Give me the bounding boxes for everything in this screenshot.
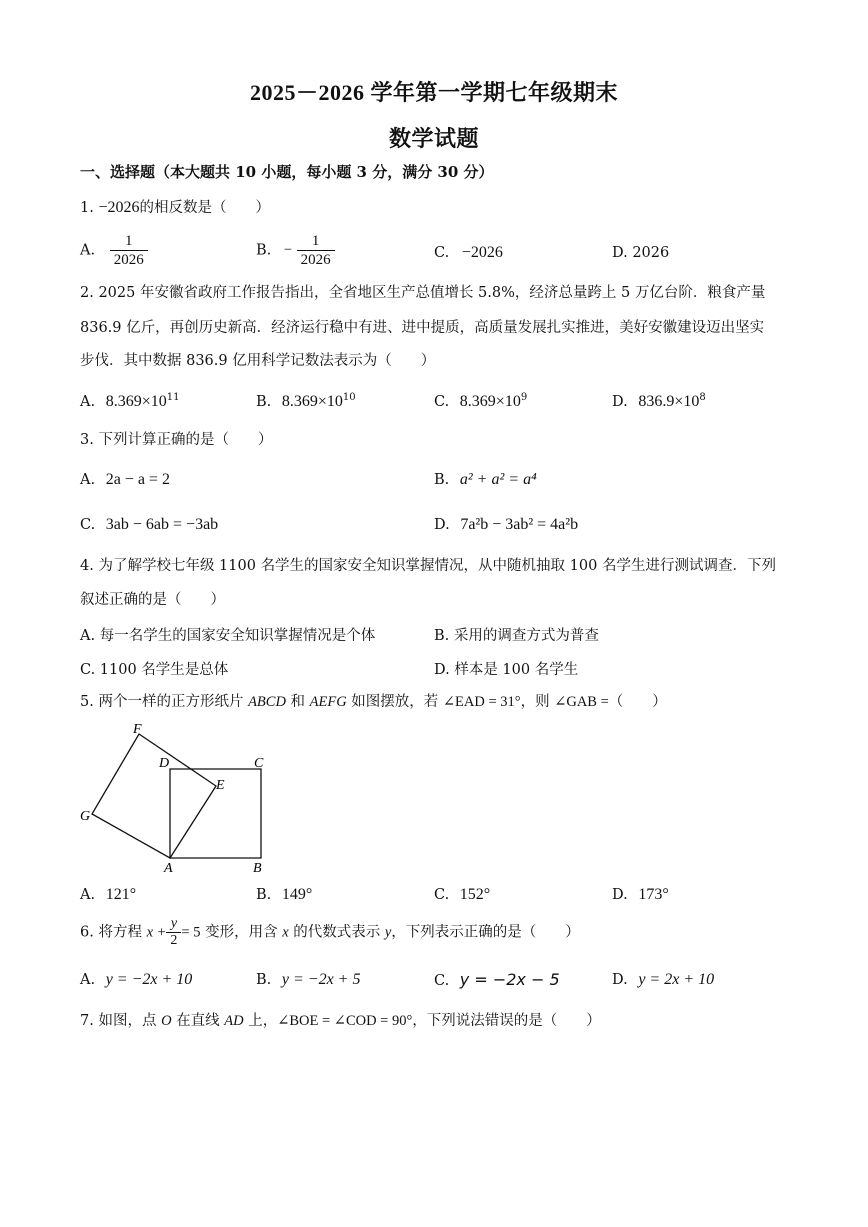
option-label: B. (434, 472, 450, 488)
option-label: C. (434, 973, 450, 989)
angle-gab: ∠GAB = (554, 694, 609, 710)
question-5-stem: 5. 两个一样的正方形纸片 ABCD 和 AEFG 如图摆放，若 ∠EAD = 31°，则 ∠GAB =（ ） (80, 694, 667, 710)
q6-option-d[interactable] (612, 971, 714, 989)
point-e-label: E (216, 778, 225, 793)
option-text: 2a − a = 2 (105, 471, 170, 488)
option-text: 8.369×10 (459, 392, 521, 410)
option-label: D. (434, 517, 450, 533)
option-label: C. (434, 245, 450, 261)
equation-lhs: x + (146, 924, 167, 941)
question-7-stem: 7. 如图，点 O 在直线 AD 上，∠BOE = ∠COD = 90°，下列说法错误的是（ ） (80, 1013, 601, 1029)
point-a-label: A (164, 861, 173, 876)
point-d-label: D (159, 756, 170, 771)
option-label: D. (612, 972, 628, 988)
point-o: O (161, 1013, 172, 1029)
section-heading: 一、选择题（本大题共 10 小题，每小题 3 分，满分 30 分） (80, 163, 494, 181)
option-label: A. (80, 393, 96, 410)
fraction: $\frac{1}{2026}$ (110, 232, 148, 269)
line-ad: AD (224, 1013, 244, 1029)
q4-option-d[interactable]: D. 样本是 100 名学生 (434, 662, 579, 678)
question-2-line-1: 2. 2025 年安徽省政府工作报告指出，全省地区生产总值增长 5.8%，经济总量跨上 5 万亿台阶．粮食产量 (80, 285, 766, 301)
q5-option-d[interactable] (612, 886, 669, 904)
q1-option-a[interactable] (80, 232, 148, 269)
option-text: y = −2x − 5 (459, 970, 560, 989)
point-g-label: G (80, 809, 91, 824)
option-label: B. (256, 887, 272, 903)
exponent: 11 (166, 392, 180, 403)
square-aefg-shape (92, 734, 216, 858)
q3-option-d[interactable] (434, 516, 578, 534)
fraction: $\frac{1}{2026}$ (297, 232, 335, 269)
option-text: 152° (459, 886, 491, 903)
question-4-line-2: 叙述正确的是（ ） (80, 592, 225, 608)
q2-option-b[interactable] (256, 392, 356, 411)
square-aefg: AEFG (309, 694, 347, 710)
q3-option-b[interactable] (434, 471, 537, 489)
option-label: D. (612, 393, 628, 410)
point-b-label: B (253, 861, 262, 876)
option-text: 2026 (632, 245, 670, 261)
q5-diagram (74, 718, 274, 878)
exponent: 10 (342, 392, 356, 403)
question-6-stem: 6. 将方程 x + $\frac{y}{2}$ = 5 变形，用含 x 的代数式表示 y，下列表示正确的是（ ） (80, 916, 580, 948)
option-text: 3ab − 6ab = −3ab (105, 516, 219, 533)
point-c-label: C (254, 756, 264, 771)
exponent: 8 (699, 392, 706, 403)
q2-option-a[interactable] (80, 392, 179, 411)
q1-option-d[interactable] (612, 245, 669, 261)
square-abcd: ABCD (248, 694, 286, 710)
option-text: y = −2x + 10 (105, 971, 193, 988)
question-2-line-2: 836.9 亿斤，再创历史新高．经济运行稳中有进、进中提质，高质量发展扎实推进，美好安徽建设迈出坚实 (80, 320, 765, 336)
point-f-label: F (133, 722, 142, 737)
equation-rhs: = 5 (181, 924, 201, 941)
q2-option-c[interactable] (434, 392, 527, 411)
q1-expression: −2026 (98, 199, 140, 216)
option-label: D. (612, 245, 628, 261)
q6-option-b[interactable] (256, 971, 360, 989)
q1-stem-text: 的相反数是（ ） (139, 200, 270, 216)
option-text: 149° (281, 886, 313, 903)
q1-option-c[interactable] (434, 244, 503, 262)
option-text: 173° (638, 886, 669, 903)
q5-option-c[interactable] (434, 886, 490, 904)
option-label: B. (256, 972, 272, 988)
exam-title: 2025－2026 学年第一学期七年级期末 (249, 80, 618, 105)
option-label: C. (434, 393, 450, 410)
option-label: A. (80, 242, 96, 259)
option-label: B. (256, 393, 272, 410)
q6-option-a[interactable] (80, 971, 192, 989)
option-label: B. (256, 242, 272, 259)
question-2-line-3: 步伐．其中数据 836.9 亿用科学记数法表示为（ ） (80, 353, 436, 369)
q3-option-c[interactable] (80, 516, 218, 534)
q4-option-b[interactable]: B. 采用的调查方式为普查 (434, 628, 599, 644)
q5-option-b[interactable] (256, 886, 312, 904)
var-x: x (282, 924, 289, 941)
angle-expression: ∠BOE = ∠COD = 90° (277, 1013, 413, 1029)
q5-option-a[interactable] (80, 886, 136, 904)
option-label: C. (434, 887, 450, 903)
question-1-stem (80, 198, 270, 218)
q2-option-d[interactable] (612, 392, 706, 411)
option-label: C. (80, 517, 96, 533)
q1-option-b[interactable] (256, 232, 335, 269)
option-text: 8.369×10 (105, 392, 167, 410)
option-text: 836.9×10 (638, 392, 700, 410)
q6-option-c[interactable] (434, 970, 560, 989)
option-text: −2026 (461, 244, 503, 261)
q3-option-a[interactable] (80, 471, 170, 489)
option-text: a² + a² = a⁴ (459, 471, 537, 488)
minus-sign: − (283, 242, 293, 258)
option-label: A. (80, 972, 96, 988)
option-label: A. (80, 887, 96, 903)
fraction: $\frac{y}{2}$ (166, 916, 181, 949)
exponent: 9 (520, 392, 528, 403)
option-text: 8.369×10 (281, 392, 343, 410)
option-text: 121° (105, 886, 137, 903)
q4-option-a[interactable]: A. 每一名学生的国家安全知识掌握情况是个体 (80, 628, 376, 644)
angle-ead: ∠EAD = 31° (442, 694, 521, 710)
q1-number: 1. (80, 200, 94, 216)
question-3-stem: 3. 下列计算正确的是（ ） (80, 432, 273, 448)
q4-option-c[interactable]: C. 1100 名学生是总体 (80, 662, 229, 678)
option-text: y = 2x + 10 (638, 971, 715, 988)
option-text: y = −2x + 5 (281, 971, 361, 988)
exam-subtitle: 数学试题 (388, 126, 479, 151)
question-4-line-1: 4. 为了解学校七年级 1100 名学生的国家安全知识掌握情况，从中随机抽取 100 名学生进行测试调查．下列 (80, 558, 776, 574)
option-label: D. (612, 887, 628, 903)
var-y: y (384, 924, 392, 941)
option-label: A. (80, 472, 96, 488)
option-text: 7a²b − 3ab² = 4a²b (460, 516, 579, 533)
